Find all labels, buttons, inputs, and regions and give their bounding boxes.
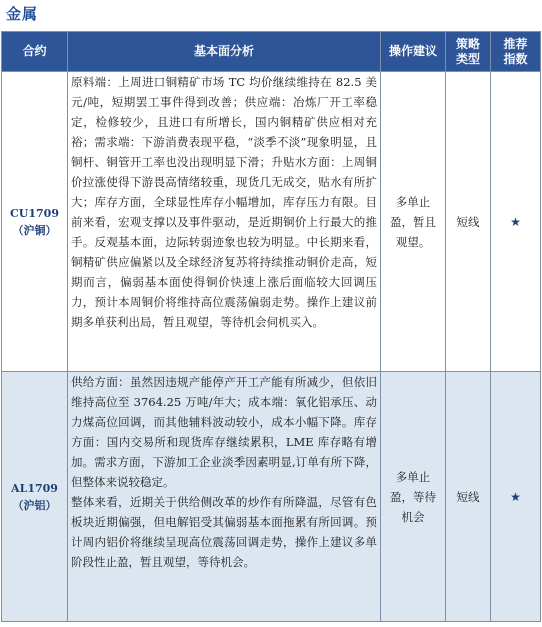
header-contract: 合约 bbox=[2, 32, 68, 72]
contract-code: AL1709 bbox=[11, 481, 58, 495]
header-strategy-type-line1: 策略 bbox=[455, 36, 480, 51]
contract-cell bbox=[2, 372, 68, 622]
analysis-cell bbox=[68, 372, 381, 622]
header-strategy-type bbox=[446, 32, 491, 72]
header-index bbox=[491, 32, 541, 72]
contract-name: （沪铝） bbox=[12, 498, 57, 512]
header-index-line1: 推荐 bbox=[503, 36, 528, 51]
table-row bbox=[2, 72, 541, 372]
table-header-row bbox=[2, 32, 541, 72]
contract-name: （沪铜） bbox=[12, 223, 57, 237]
strategy-table bbox=[1, 31, 541, 622]
analysis-cell: 原料端：上周进口铜精矿市场 TC 均价继续维持在 82.5 美元/吨，短期罢工事件得到改善；供应端：冶炼厂开工率稳定，检修较少，且进口有所增长，国内铜精矿供应相对充裕；需求端：下游消费表现平稳，“淡季不淡”现象明显，且铜杆、铜管开工率也没出现明显下滑；升贴水方面：上周铜价拉涨使得下游畏高情绪较重，现货几无成交，贴水有所扩大；库存方面，全球显性库存小幅增加，库存压力有限。目前来看，宏观支撑以及事件驱动，是近期铜价上行最大的推手。反观基本面，边际转弱迹象也较为明显。中长期来看，铜精矿供应偏紧以及全球经济复苏将持续推动铜价走高，短期而言，偏弱基本面使得铜价快速上涨后面临较大回调压力，预计本周铜价将维持高位震荡偏弱走势。操作上建议前期多单获利出局，暂且观望，等待机会伺机买入。 bbox=[68, 72, 381, 372]
header-index-line2: 指数 bbox=[503, 51, 528, 66]
analysis-paragraph: 供给方面：虽然因违规产能停产开工产能有所减少，但依旧维持高位至 3764.25 万吨/年大；成本端：氧化铝承压、动力煤高位回调，而其他辅料波动较小，成本小幅下降。库存方面：国内交易所和现货库存继续累积，LME 库存略有增加。需求方面，下游加工企业淡季因素明显,订单有所下降，但整体来说较稳定。 bbox=[71, 375, 377, 489]
recommend-index-star-icon: ★ bbox=[491, 372, 541, 622]
advice-cell: 多单止盈，等待机会 bbox=[381, 372, 446, 622]
recommend-index-star-icon: ★ bbox=[491, 72, 541, 372]
contract-code: CU1709 bbox=[10, 206, 59, 220]
section-title: 金属 bbox=[6, 5, 39, 23]
table-row bbox=[2, 372, 541, 622]
header-advice: 操作建议 bbox=[381, 32, 446, 72]
header-strategy-type-line2: 类型 bbox=[455, 51, 480, 66]
strategy-type-cell: 短线 bbox=[446, 372, 491, 622]
strategy-type-cell: 短线 bbox=[446, 72, 491, 372]
contract-cell bbox=[2, 72, 68, 372]
advice-cell: 多单止盈，暂且观望。 bbox=[381, 72, 446, 372]
header-analysis: 基本面分析 bbox=[68, 32, 381, 72]
analysis-paragraph: 整体来看，近期关于供给侧改革的炒作有所降温，尽管有色板块近期偏强，但电解铝受其偏弱基本面拖累有所回调。预计周内铝价将继续呈现高位震荡回调走势，操作上建议多单阶段性止盈，暂且观望，等待机会。 bbox=[71, 495, 377, 569]
